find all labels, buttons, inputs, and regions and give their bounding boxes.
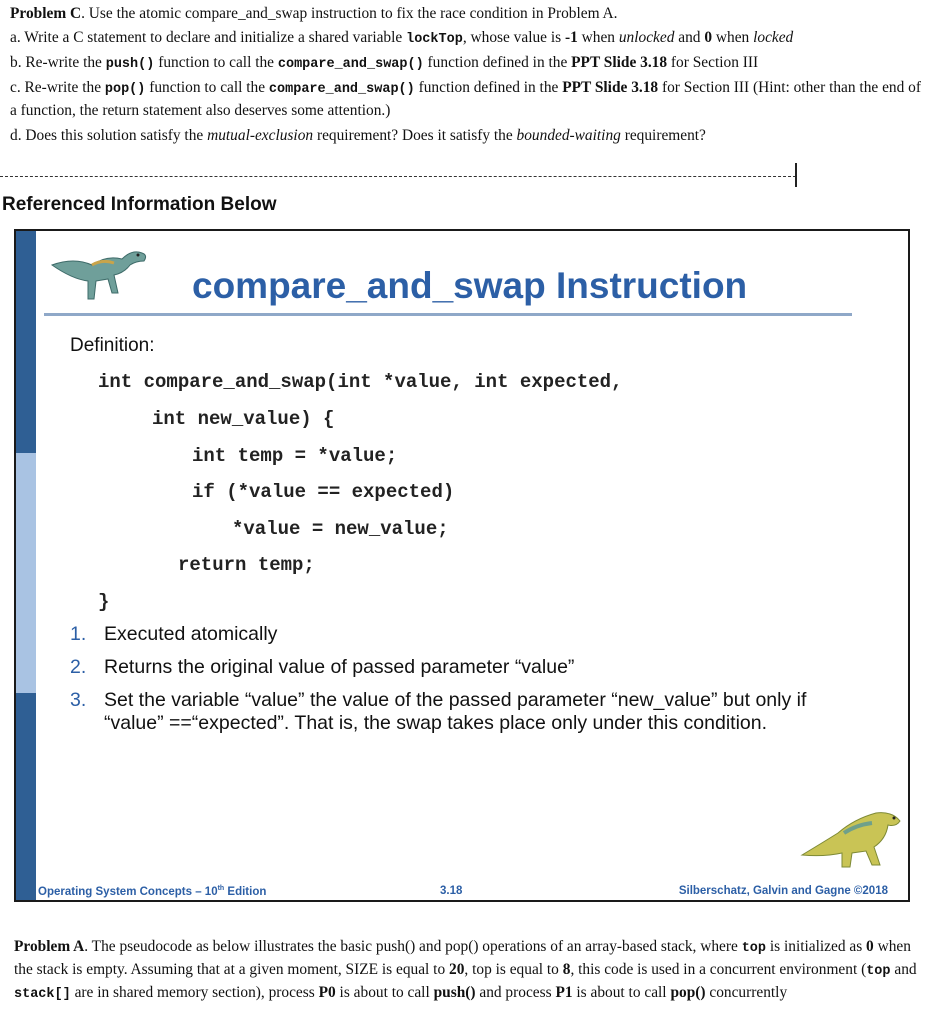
list-item: 3. Set the variable “value” the value of the passed parameter “new_value” but only if “value” ==“expected”. That is, the swap takes place only under this condition. bbox=[70, 689, 807, 734]
problem-c-part-a: a. Write a C statement to declare and initialize a shared variable lockTop, whose value is -1 when unlocked and 0 when locked bbox=[10, 28, 794, 47]
problem-c-part-c: c. Re-write the pop() function to call the compare_and_swap() function defined in the PPT Slide 3.18 for Section III (Hint: other than the end of a function, the return statement also deserves some attention.) bbox=[10, 78, 921, 119]
dashed-divider bbox=[0, 176, 796, 177]
slide-sidebar-highlight bbox=[16, 453, 36, 693]
problem-a: Problem A. The pseudocode as below illustrates the basic push() and pop() operations of an array-based stack, where top is initialized as 0 when the stack is empty. Assuming that at a given moment, SIZE is equal to 20, top is equal to 8, this code is used in a concurrent environment (top and stack[] are in shared memory section), process P0 is about to call push() and process P1 is about to call pop() concurrently bbox=[14, 938, 917, 1002]
footer-authors: Silberschatz, Galvin and Gagne ©2018 bbox=[678, 885, 888, 897]
code-line: return temp; bbox=[178, 554, 315, 576]
slide-points-list bbox=[70, 623, 870, 745]
slide-title: compare_and_swap Instruction bbox=[192, 265, 748, 306]
dinosaur-logo-icon bbox=[796, 803, 906, 873]
title-underline bbox=[44, 313, 852, 316]
list-item: 1. Executed atomically bbox=[70, 623, 278, 645]
code-line: int new_value) { bbox=[152, 408, 335, 430]
dinosaur-logo-icon bbox=[44, 235, 154, 309]
slide-image bbox=[14, 229, 910, 902]
reference-heading: Referenced Information Below bbox=[2, 194, 277, 215]
code-line: if (*value == expected) bbox=[192, 481, 455, 503]
problem-c-part-d: d. Does this solution satisfy the mutual-exclusion requirement? Does it satisfy the bounded-waiting requirement? bbox=[10, 126, 706, 144]
divider-end-bar bbox=[795, 163, 797, 187]
problem-c-part-b: b. Re-write the push() function to call the compare_and_swap() function defined in the PPT Slide 3.18 for Section III bbox=[10, 54, 759, 72]
problem-c bbox=[10, 2, 930, 147]
code-line: } bbox=[98, 591, 110, 613]
slide-footer bbox=[16, 883, 908, 901]
code-line: *value = new_value; bbox=[232, 518, 449, 540]
definition-label: Definition: bbox=[70, 335, 155, 356]
footer-slide-number: 3.18 bbox=[440, 885, 463, 897]
code-line: int compare_and_swap(int *value, int expected, bbox=[98, 371, 623, 393]
list-item: 2. Returns the original value of passed parameter “value” bbox=[70, 656, 575, 678]
footer-book-title: Operating System Concepts – 10th Edition bbox=[38, 885, 267, 898]
problem-c-heading: Problem C. Use the atomic compare_and_swap instruction to fix the race condition in Problem A. bbox=[10, 5, 618, 22]
code-line: int temp = *value; bbox=[192, 445, 398, 467]
